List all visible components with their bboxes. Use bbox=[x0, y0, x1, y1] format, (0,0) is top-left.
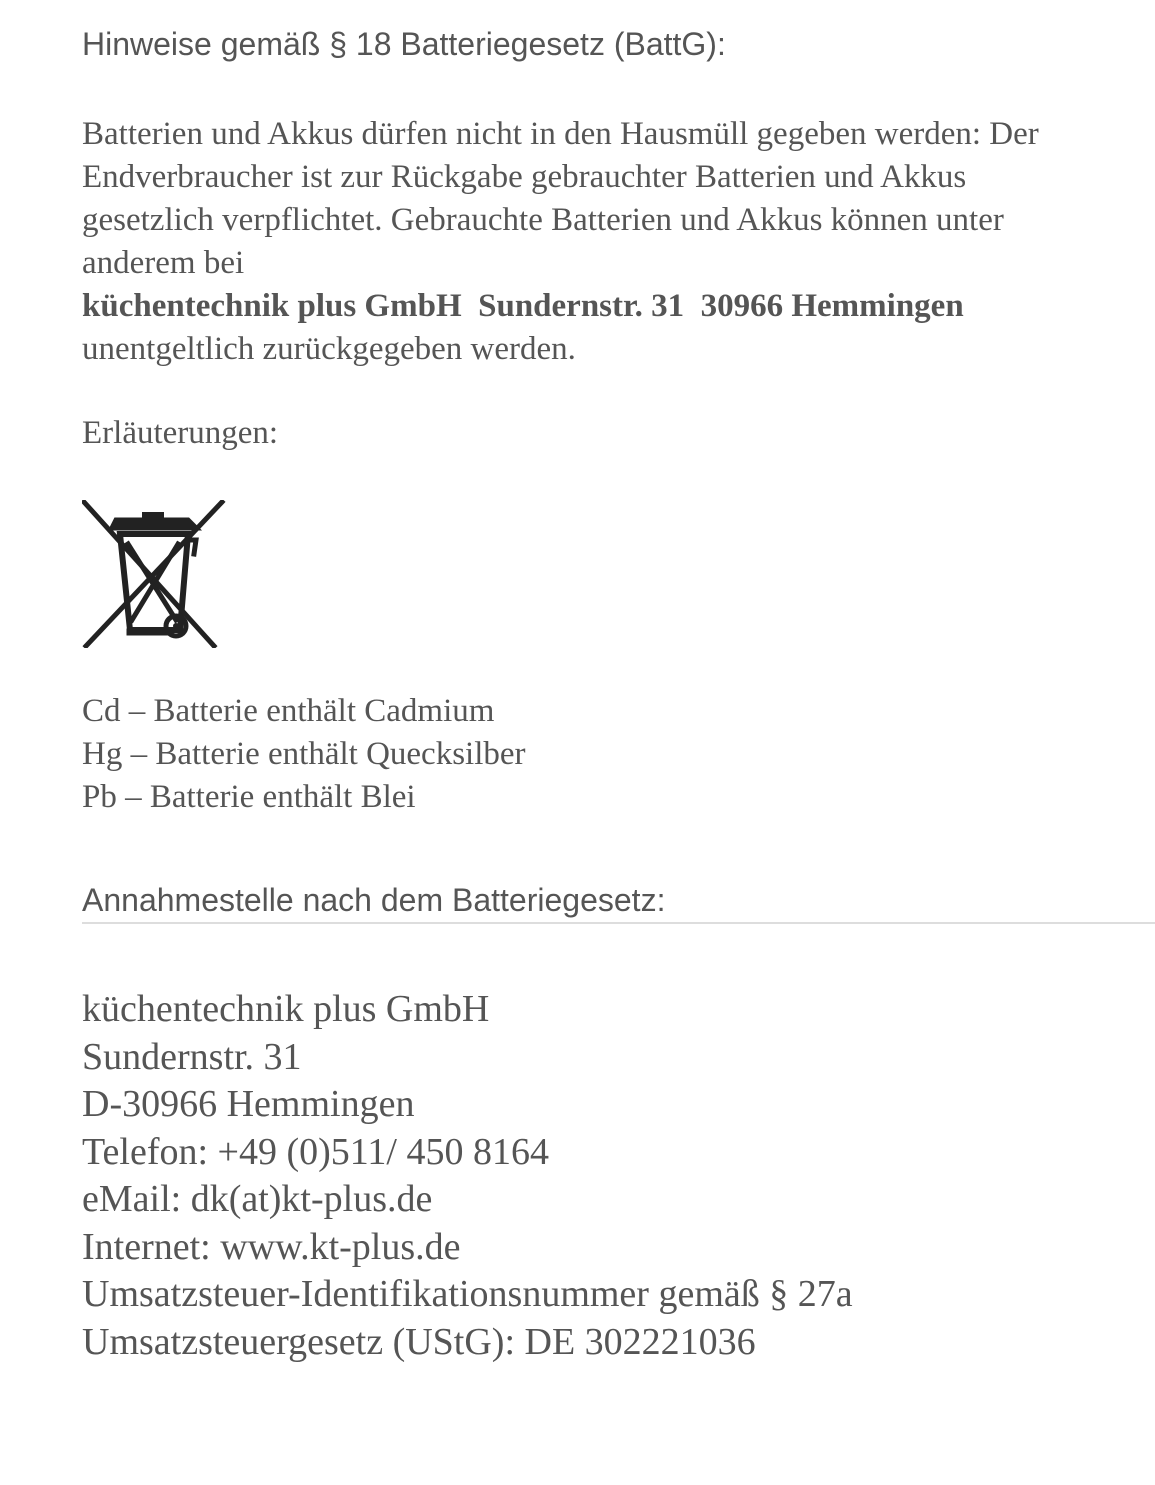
legend-item-cadmium: Cd – Batterie enthält Cadmium bbox=[82, 693, 495, 729]
contact-company: küchentechnik plus GmbH bbox=[82, 988, 490, 1030]
explanations-label: Erläuterungen: bbox=[82, 415, 279, 451]
page-heading: Hinweise gemäß § 18 Batteriegesetz (BattG): bbox=[82, 26, 726, 62]
section-divider bbox=[82, 922, 1155, 924]
legend-list bbox=[82, 690, 526, 819]
return-address-bold: küchentechnik plus GmbH Sundernstr. 31 30966 Hemmingen bbox=[82, 288, 964, 324]
legend-item-lead: Pb – Batterie enthält Blei bbox=[82, 779, 416, 815]
intro-line: Endverbraucher ist zur Rückgabe gebrauchter Batterien und Akkus bbox=[82, 159, 967, 195]
contact-internet: Internet: www.kt-plus.de bbox=[82, 1225, 461, 1268]
intro-line: anderem bei bbox=[82, 245, 245, 281]
intro-line: Batterien und Akkus dürfen nicht in den Hausmüll gegeben werden: Der bbox=[82, 116, 1039, 152]
contact-vat-line-1: Umsatzsteuer-Identifikationsnummer gemäß § 27a bbox=[82, 1273, 853, 1315]
contact-email: eMail: dk(at)kt-plus.de bbox=[82, 1178, 433, 1220]
intro-line: gesetzlich verpflichtet. Gebrauchte Batterien und Akkus können unter bbox=[82, 202, 1004, 238]
intro-paragraph bbox=[82, 113, 1155, 371]
contact-vat-line-2: Umsatzsteuergesetz (UStG): DE 302221036 bbox=[82, 1320, 756, 1363]
section-heading: Annahmestelle nach dem Batteriegesetz: bbox=[82, 882, 666, 918]
crossed-out-wheelie-bin-icon bbox=[82, 500, 226, 648]
contact-street: Sundernstr. 31 bbox=[82, 1035, 302, 1078]
contact-block bbox=[82, 986, 853, 1366]
intro-line: unentgeltlich zurückgegeben werden. bbox=[82, 331, 576, 367]
contact-city: D-30966 Hemmingen bbox=[82, 1083, 415, 1125]
contact-phone: Telefon: +49 (0)511/ 450 8164 bbox=[82, 1130, 549, 1173]
legend-item-mercury: Hg – Batterie enthält Quecksilber bbox=[82, 736, 526, 772]
